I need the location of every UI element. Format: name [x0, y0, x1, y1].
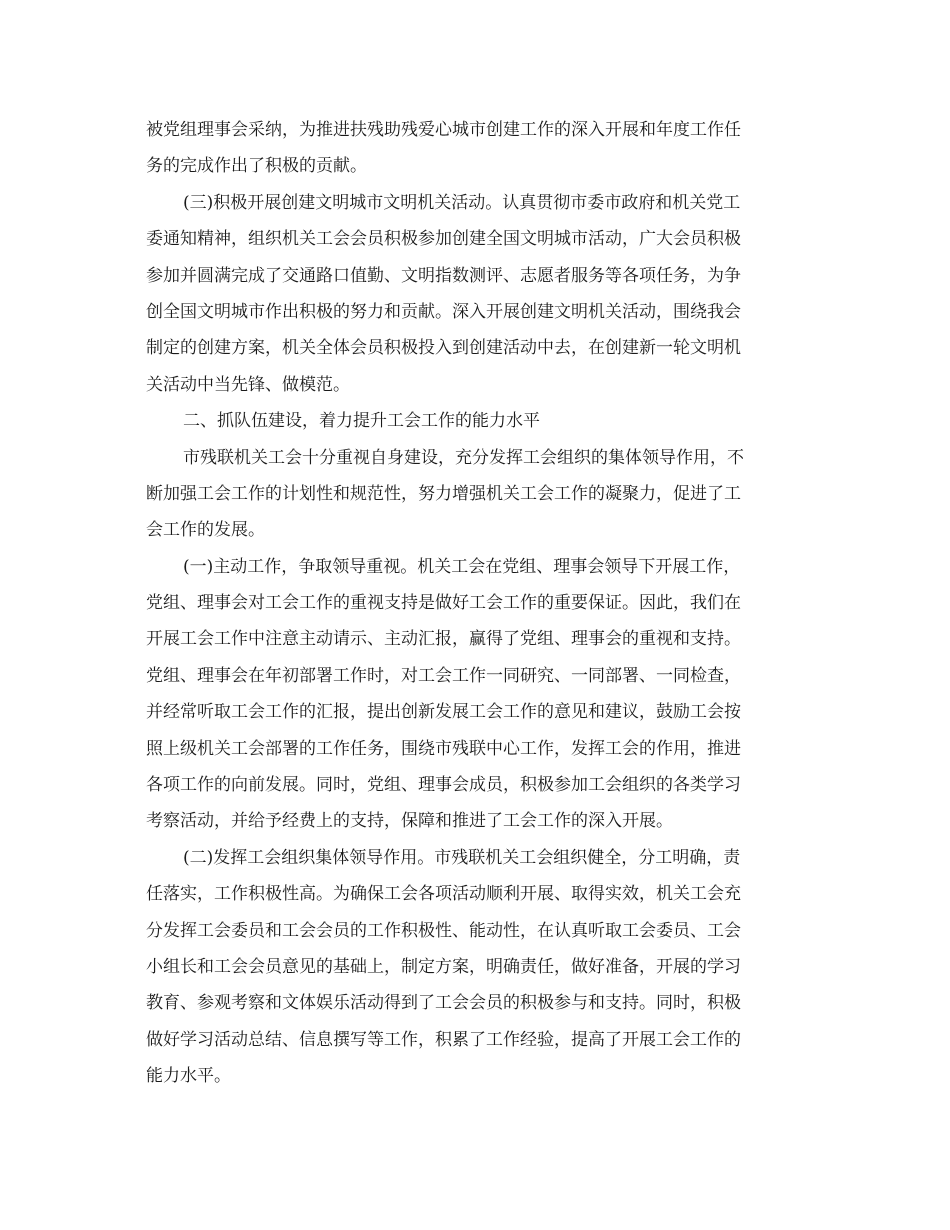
paragraph-first-line: (一)主动工作，争取领导重视。机关工会在党组、理事会领导下开展工作， — [183, 556, 741, 577]
text-line: 照上级机关工会部署的工作任务，围绕市残联中心工作，发挥工会的作用，推进 — [146, 738, 741, 759]
text-line: 断加强工会工作的计划性和规范性，努力增强机关工会工作的凝聚力，促进了工 — [146, 483, 741, 504]
text-line: 考察活动，并给予经费上的支持，保障和推进了工会工作的深入开展。 — [146, 811, 673, 832]
text-line: 党组、理事会在年初部署工作时，对工会工作一同研究、一同部署、一同检查， — [146, 665, 741, 686]
text-line: 党组、理事会对工会工作的重视支持是做好工会工作的重要保证。因此，我们在 — [146, 593, 741, 614]
text-line: 务的完成作出了积极的贡献。 — [146, 156, 367, 177]
text-line: 做好学习活动总结、信息撰写等工作，积累了工作经验，提高了开展工会工作的 — [146, 1029, 741, 1050]
text-line: 委通知精神，组织机关工会会员积极参加创建全国文明城市活动，广大会员积极 — [146, 229, 741, 250]
paragraph-first-line: (二)发挥工会组织集体领导作用。市残联机关工会组织健全，分工明确，责 — [183, 847, 741, 868]
text-line: 并经常听取工会工作的汇报，提出创新发展工会工作的意见和建议，鼓励工会按 — [146, 702, 741, 723]
text-line: 创全国文明城市作出积极的努力和贡献。深入开展创建文明机关活动，围绕我会 — [146, 301, 741, 322]
text-line: 能力水平。 — [146, 1066, 231, 1087]
paragraph-first-line: 二、抓队伍建设，着力提升工会工作的能力水平 — [183, 411, 540, 432]
text-line: 分发挥工会委员和工会会员的工作积极性、能动性，在认真听取工会委员、工会 — [146, 920, 741, 941]
text-line: 关活动中当先锋、做模范。 — [146, 374, 350, 395]
text-line: 制定的创建方案，机关全体会员积极投入到创建活动中去，在创建新一轮文明机 — [146, 338, 741, 359]
text-line: 小组长和工会会员意见的基础上，制定方案，明确责任，做好准备，开展的学习 — [146, 956, 741, 977]
document-body — [146, 112, 806, 1095]
paragraph-first-line: (三)积极开展创建文明城市文明机关活动。认真贯彻市委市政府和机关党工 — [183, 192, 741, 213]
text-line: 会工作的发展。 — [146, 520, 265, 541]
text-line: 开展工会工作中注意主动请示、主动汇报，赢得了党组、理事会的重视和支持。 — [146, 629, 741, 650]
text-line: 被党组理事会采纳，为推进扶残助残爱心城市创建工作的深入开展和年度工作任 — [146, 120, 741, 140]
text-line: 参加并圆满完成了交通路口值勤、文明指数测评、志愿者服务等各项任务，为争 — [146, 265, 741, 286]
paragraph-first-line: 市残联机关工会十分重视自身建设，充分发挥工会组织的集体领导作用，不 — [183, 447, 744, 468]
text-line: 教育、参观考察和文体娱乐活动得到了工会会员的积极参与和支持。同时，积极 — [146, 993, 741, 1014]
text-line: 各项工作的向前发展。同时，党组、理事会成员，积极参加工会组织的各类学习 — [146, 775, 741, 796]
text-line: 任落实，工作积极性高。为确保工会各项活动顺利开展、取得实效，机关工会充 — [146, 884, 741, 905]
